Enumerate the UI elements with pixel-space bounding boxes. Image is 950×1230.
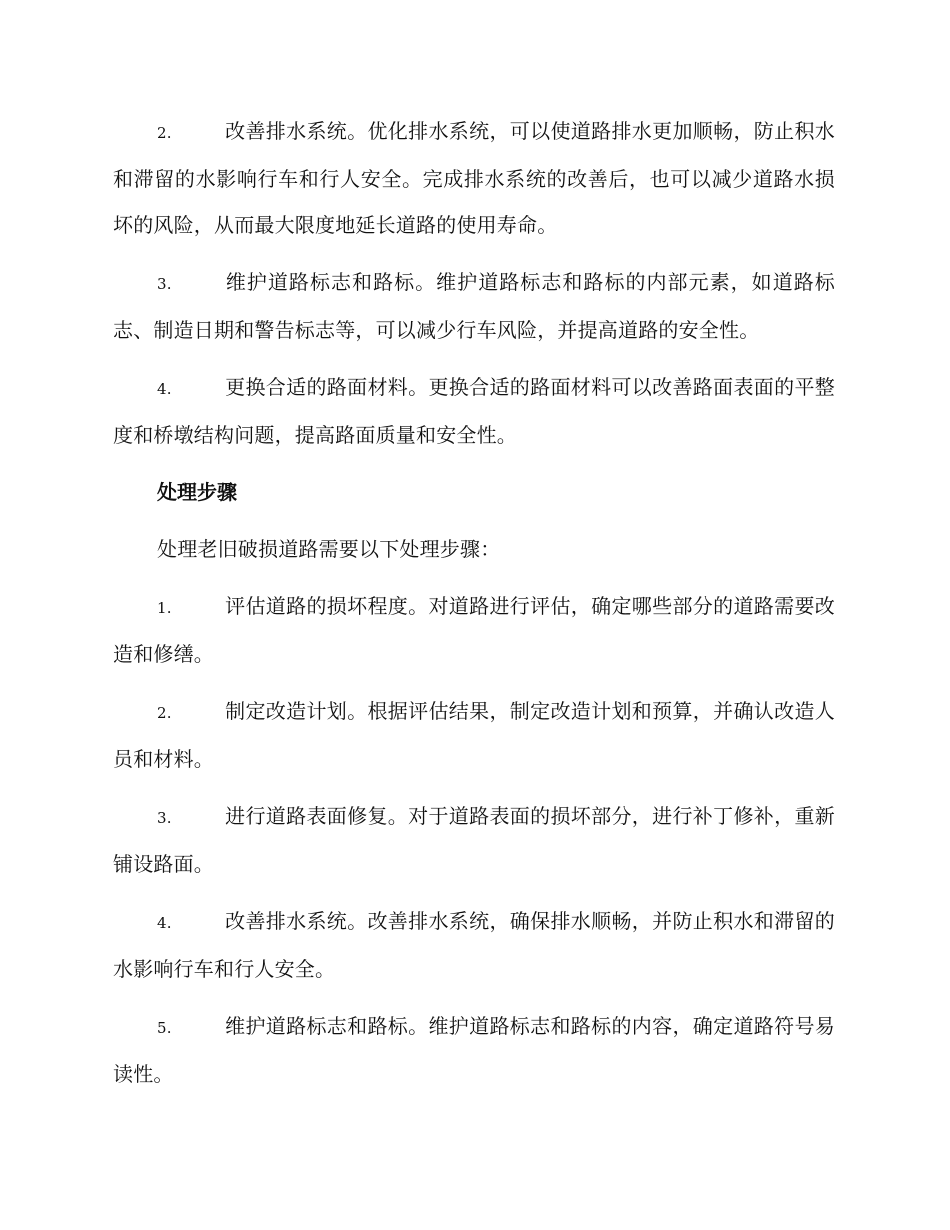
list-item-number: 2. bbox=[157, 124, 172, 142]
list-item bbox=[113, 898, 835, 992]
list-item bbox=[113, 259, 835, 353]
list-item-text: 维护道路标志和路标。维护道路标志和路标的内部元素，如道路标志、制造日期和警告标志等，可以减少行车风险，并提高道路的安全性。 bbox=[113, 270, 835, 342]
list-item-number: 5. bbox=[157, 1019, 172, 1037]
section-heading bbox=[113, 469, 835, 515]
document-body bbox=[113, 108, 835, 1108]
list-item bbox=[113, 364, 835, 458]
list-item-text: 更换合适的路面材料。更换合适的路面材料可以改善路面表面的平整度和桥墩结构问题，提高路面质量和安全性。 bbox=[113, 375, 835, 447]
list-item-text: 进行道路表面修复。对于道路表面的损坏部分，进行补丁修补，重新铺设路面。 bbox=[113, 804, 835, 876]
list-item-number: 4. bbox=[157, 380, 172, 398]
list-item bbox=[113, 1003, 835, 1097]
section-heading-text: 处理步骤 bbox=[157, 480, 237, 504]
section-intro-text: 处理老旧破损道路需要以下处理步骤： bbox=[157, 537, 501, 561]
list-item bbox=[113, 793, 835, 887]
list-item-number: 1. bbox=[157, 599, 172, 617]
list-item-text: 改善排水系统。改善排水系统，确保排水顺畅，并防止积水和滞留的水影响行车和行人安全。 bbox=[113, 909, 835, 981]
section-intro bbox=[113, 526, 835, 572]
list-item bbox=[113, 688, 835, 782]
list-item-number: 3. bbox=[157, 809, 172, 827]
list-item bbox=[113, 108, 835, 248]
list-item bbox=[113, 583, 835, 677]
list-item-text: 维护道路标志和路标。维护道路标志和路标的内容，确定道路符号易读性。 bbox=[113, 1014, 835, 1086]
list-item-text: 评估道路的损坏程度。对道路进行评估，确定哪些部分的道路需要改造和修缮。 bbox=[113, 594, 835, 666]
list-item-text: 制定改造计划。根据评估结果，制定改造计划和预算，并确认改造人员和材料。 bbox=[113, 699, 835, 771]
list-item-text: 改善排水系统。优化排水系统，可以使道路排水更加顺畅，防止积水和滞留的水影响行车和行人安全。完成排水系统的改善后，也可以减少道路水损坏的风险，从而最大限度地延长道路的使用寿命。 bbox=[113, 119, 835, 237]
list-item-number: 4. bbox=[157, 914, 172, 932]
list-item-number: 3. bbox=[157, 275, 172, 293]
list-item-number: 2. bbox=[157, 704, 172, 722]
